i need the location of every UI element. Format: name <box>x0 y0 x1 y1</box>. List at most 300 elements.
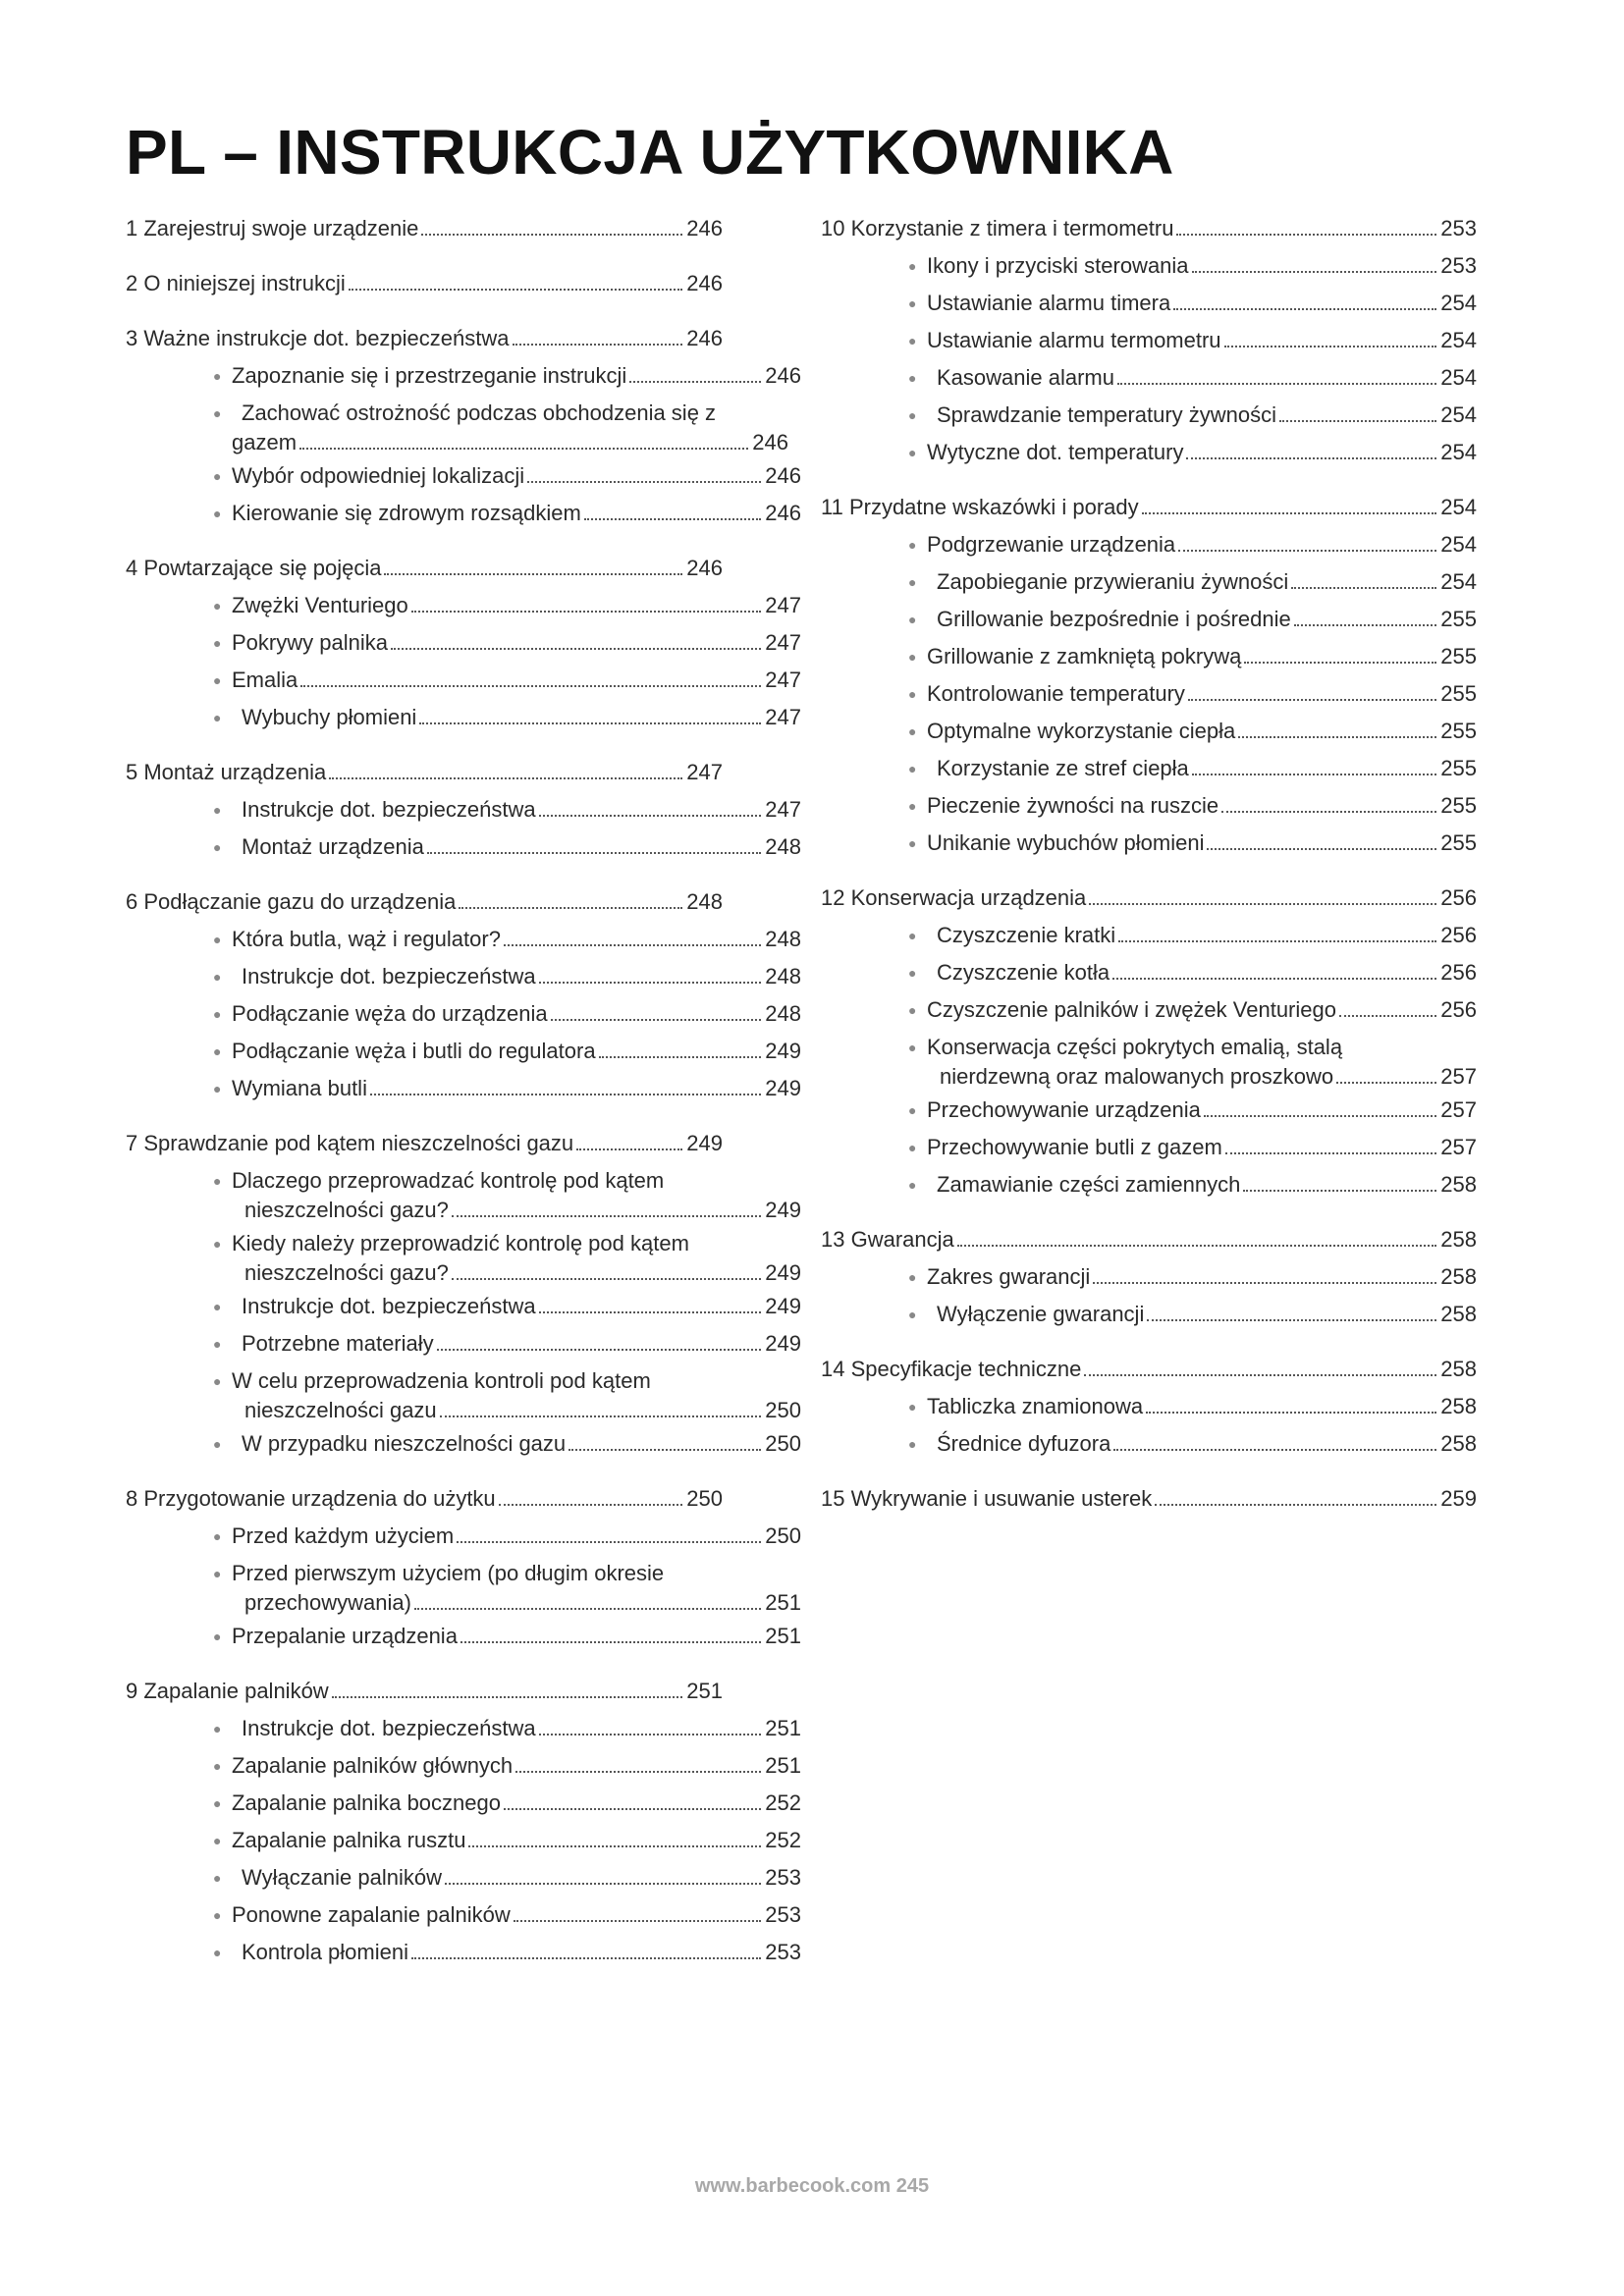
toc-section-entry[interactable] <box>126 1125 723 1162</box>
toc-subitem-entry <box>927 434 1477 471</box>
toc-subitem-title-cont: nieszczelności gazu <box>244 1398 437 1422</box>
dot-leader <box>1155 1503 1436 1506</box>
toc-subitem[interactable] <box>126 587 801 624</box>
toc-page-number: 254 <box>1440 440 1477 464</box>
dot-leader <box>1176 233 1436 236</box>
toc-subitem-entry <box>232 428 788 457</box>
dot-leader <box>1336 1081 1436 1084</box>
toc-subitem[interactable] <box>126 1325 801 1362</box>
toc-subitem-list <box>821 917 1479 1203</box>
toc-page-number: 254 <box>1440 495 1477 519</box>
toc-subitem[interactable] <box>821 563 1479 601</box>
toc-subitem-title-cont: nieszczelności gazu? <box>244 1260 449 1285</box>
toc-section-title: 3 Ważne instrukcje dot. bezpieczeństwa <box>126 326 510 350</box>
toc-section-entry[interactable] <box>126 1480 723 1518</box>
toc-page-number: 251 <box>765 1716 801 1740</box>
dot-leader <box>513 343 683 346</box>
toc-page-number: 254 <box>1440 365 1477 390</box>
bullet-icon: ● <box>908 1040 917 1055</box>
toc-subitem-entry <box>232 662 801 699</box>
toc-section-entry[interactable] <box>126 320 723 357</box>
toc-subitem-title: Czyszczenie kratki <box>937 923 1116 947</box>
toc-subitem[interactable] <box>126 1162 801 1225</box>
dot-leader <box>539 814 762 817</box>
dot-leader <box>1118 939 1436 942</box>
toc-subitem-title: Która butla, wąż i regulator? <box>232 927 501 951</box>
toc-subitem[interactable] <box>821 397 1479 434</box>
toc-subitem-title: Potrzebne materiały <box>242 1331 434 1356</box>
toc-subitem-entry <box>927 713 1477 750</box>
toc-section-entry[interactable] <box>126 1673 723 1710</box>
dot-leader <box>332 1695 683 1698</box>
toc-page-number: 249 <box>765 1198 801 1222</box>
bullet-icon: ● <box>213 1721 222 1736</box>
toc-subitem-entry <box>927 825 1477 862</box>
bullet-icon: ● <box>908 612 917 627</box>
toc-page-number: 248 <box>765 964 801 988</box>
bullet-icon: ● <box>213 405 222 421</box>
toc-section-entry[interactable] <box>821 1351 1477 1388</box>
toc-subitem-title: Kierowanie się zdrowym rozsądkiem <box>232 501 581 525</box>
toc-page-number: 254 <box>1440 569 1477 594</box>
toc-page-number: 252 <box>765 1828 801 1852</box>
dot-leader <box>437 1348 762 1351</box>
toc-section-entry[interactable] <box>126 754 723 791</box>
toc-section <box>126 883 801 1107</box>
page-footer: www.barbecook.com 245 <box>694 2175 930 2197</box>
bullet-icon: ● <box>213 1336 222 1352</box>
toc-section-entry[interactable] <box>821 880 1477 917</box>
toc-subitem-title: Podłączanie węża do urządzenia <box>232 1001 548 1026</box>
toc-subitem-entry <box>232 1896 801 1934</box>
toc-subitem[interactable] <box>126 1618 801 1655</box>
bullet-icon: ● <box>908 1307 917 1322</box>
toc-subitem[interactable] <box>126 1859 801 1896</box>
toc-subitem-entry <box>927 1062 1477 1092</box>
toc-subitem-entry <box>927 247 1477 285</box>
dot-leader <box>1188 698 1436 701</box>
dot-leader <box>1244 661 1436 664</box>
toc-subitem-title: Konserwacja części pokrytych emalią, stalą <box>927 1035 1343 1059</box>
toc-subitem-title: Przepalanie urządzenia <box>232 1624 458 1648</box>
toc-section <box>821 1221 1479 1333</box>
toc-subitem[interactable] <box>126 1747 801 1785</box>
toc-subitem[interactable] <box>126 958 801 995</box>
toc-subitem-title: Dlaczego przeprowadzać kontrolę pod kątem <box>232 1168 665 1193</box>
toc-page-number: 258 <box>1440 1302 1477 1326</box>
dot-leader <box>329 776 682 779</box>
dot-leader <box>568 1448 761 1451</box>
toc-subitem[interactable] <box>821 638 1479 675</box>
dot-leader <box>1186 456 1436 459</box>
toc-page-number: 258 <box>1440 1172 1477 1197</box>
toc-subitem-entry <box>232 1425 801 1463</box>
dot-leader <box>1339 1014 1436 1017</box>
toc-subitem[interactable] <box>126 699 801 736</box>
toc-subitem[interactable] <box>821 1425 1479 1463</box>
toc-subitem[interactable] <box>126 1785 801 1822</box>
toc-section <box>126 210 793 247</box>
toc-page-number: 253 <box>1440 216 1477 240</box>
toc-section-entry[interactable] <box>126 210 723 247</box>
toc-subitem-title: Ustawianie alarmu timera <box>927 291 1171 315</box>
dot-leader <box>445 1882 761 1885</box>
toc-subitem-title: Optymalne wykorzystanie ciepła <box>927 719 1236 743</box>
toc-subitem[interactable] <box>821 526 1479 563</box>
toc-subitem-list <box>821 526 1479 862</box>
toc-subitem-list <box>821 247 1479 471</box>
toc-subitem[interactable] <box>126 457 801 495</box>
toc-page-number: 258 <box>1440 1394 1477 1418</box>
toc-subitem-entry <box>232 699 801 736</box>
toc-page-number: 249 <box>765 1039 801 1063</box>
toc-subitem-title: Korzystanie ze stref ciepła <box>937 756 1189 780</box>
toc-subitem-entry <box>927 601 1477 638</box>
toc-subitem[interactable] <box>821 991 1479 1029</box>
dot-leader <box>1142 511 1437 514</box>
toc-subitem[interactable] <box>126 1033 801 1070</box>
toc-subitem[interactable] <box>126 1822 801 1859</box>
toc-page-number: 251 <box>765 1624 801 1648</box>
toc-subitem[interactable] <box>821 1258 1479 1296</box>
dot-leader <box>599 1055 762 1058</box>
toc-subitem[interactable] <box>126 1710 801 1747</box>
bullet-icon: ● <box>213 1945 222 1960</box>
bullet-icon: ● <box>908 1269 917 1285</box>
bullet-icon: ● <box>213 368 222 384</box>
toc-subitem[interactable] <box>126 1425 801 1463</box>
bullet-icon: ● <box>213 1758 222 1774</box>
toc-subitem-entry <box>232 495 801 532</box>
toc-page-number: 258 <box>1440 1357 1477 1381</box>
toc-subitem-entry <box>232 1258 801 1288</box>
bullet-icon: ● <box>213 1373 222 1389</box>
toc-page-number: 249 <box>765 1260 801 1285</box>
toc-subitem-title: Ustawianie alarmu termometru <box>927 328 1221 352</box>
toc-page-number: 251 <box>686 1679 723 1703</box>
toc-page-number: 248 <box>765 927 801 951</box>
bullet-icon: ● <box>213 1081 222 1096</box>
toc-subitem-entry <box>232 921 801 958</box>
toc-subitem-entry <box>232 1822 801 1859</box>
toc-page-number: 250 <box>765 1398 801 1422</box>
toc-subitem-list <box>126 921 801 1107</box>
toc-subitem-list <box>126 791 801 866</box>
toc-page-number: 257 <box>1440 1064 1477 1089</box>
toc-subitem-entry <box>927 675 1477 713</box>
toc-page-number: 253 <box>765 1865 801 1890</box>
dot-leader <box>1113 1448 1436 1451</box>
toc-page-number: 255 <box>1440 719 1477 743</box>
dot-leader <box>419 721 761 724</box>
toc-subitem-list <box>821 1388 1479 1463</box>
toc-page-number: 258 <box>1440 1227 1477 1252</box>
toc-subitem-entry <box>927 1129 1477 1166</box>
toc-subitem-list <box>126 1518 801 1655</box>
toc-page-number: 257 <box>1440 1135 1477 1159</box>
toc-subitem-entry <box>232 1934 801 1971</box>
toc-subitem-entry <box>927 322 1477 359</box>
toc-subitem-entry <box>232 1518 801 1555</box>
dot-leader <box>457 1540 761 1543</box>
dot-leader <box>1224 345 1437 347</box>
dot-leader <box>515 1770 761 1773</box>
toc-subitem[interactable] <box>126 1518 801 1555</box>
toc-subitem-title: Grillowanie z zamkniętą pokrywą <box>927 644 1242 668</box>
toc-section-title: 9 Zapalanie palników <box>126 1679 329 1703</box>
toc-subitem-entry <box>232 624 801 662</box>
bullet-icon: ● <box>908 928 917 943</box>
bullet-icon: ● <box>213 1907 222 1923</box>
toc-subitem-entry <box>232 1070 801 1107</box>
toc-subitem-title: Zapalanie palnika bocznego <box>232 1790 501 1815</box>
dot-leader <box>629 380 761 383</box>
dot-leader <box>421 233 682 236</box>
bullet-icon: ● <box>908 649 917 665</box>
toc-subitem-entry <box>232 791 801 828</box>
toc-subitem-title: Wybuchy płomieni <box>242 705 417 729</box>
bullet-icon: ● <box>908 686 917 702</box>
bullet-icon: ● <box>213 1629 222 1644</box>
toc-page-number: 254 <box>1440 291 1477 315</box>
bullet-icon: ● <box>213 802 222 818</box>
bullet-icon: ● <box>908 258 917 274</box>
toc-section-title: 13 Gwarancja <box>821 1227 954 1252</box>
bullet-icon: ● <box>908 1140 917 1155</box>
bullet-icon: ● <box>908 965 917 981</box>
toc-subitem-title: Wyłączanie palników <box>242 1865 443 1890</box>
bullet-icon: ● <box>213 598 222 614</box>
toc-subitem-title: Kiedy należy przeprowadzić kontrolę pod kątem <box>232 1231 689 1255</box>
toc-subitem[interactable] <box>821 1296 1479 1333</box>
toc-subitem-entry <box>232 457 801 495</box>
bullet-icon: ● <box>213 672 222 688</box>
dot-leader <box>411 610 762 613</box>
dot-leader <box>1089 902 1436 905</box>
toc-page-number: 254 <box>1440 402 1477 427</box>
dot-leader <box>1192 773 1437 775</box>
dot-leader <box>1117 382 1436 385</box>
toc-page-number: 258 <box>1440 1264 1477 1289</box>
dot-leader <box>504 943 761 946</box>
toc-page-number: 256 <box>1440 885 1477 910</box>
toc-subitem-title: Zachować ostrożność podczas obchodzenia się z <box>242 400 717 425</box>
toc-subitem-entry <box>927 991 1477 1029</box>
toc-page-number: 246 <box>752 430 788 454</box>
dot-leader <box>551 1018 762 1021</box>
toc-page-number: 249 <box>765 1294 801 1318</box>
toc-section-title: 2 O niniejszej instrukcji <box>126 271 346 295</box>
dot-leader <box>1225 1151 1436 1154</box>
toc-subitem-title: Emalia <box>232 667 298 692</box>
toc-section-entry[interactable] <box>126 550 723 587</box>
toc-subitem-entry <box>232 1396 801 1425</box>
bullet-icon: ● <box>213 468 222 484</box>
dot-leader <box>384 572 682 575</box>
toc-subitem-title: Zapalanie palników głównych <box>232 1753 514 1778</box>
toc-subitem[interactable] <box>821 601 1479 638</box>
toc-subitem-title: Zapalanie palnika rusztu <box>232 1828 466 1852</box>
toc-subitem[interactable] <box>821 1388 1479 1425</box>
toc-subitem-title: Przechowywanie urządzenia <box>927 1097 1201 1122</box>
dot-leader <box>1192 270 1437 273</box>
toc-subitem-entry <box>232 357 801 395</box>
toc-subitem-entry <box>927 1388 1477 1425</box>
toc-page-number: 259 <box>1440 1486 1477 1511</box>
bullet-icon: ● <box>213 1436 222 1452</box>
bullet-icon: ● <box>908 295 917 311</box>
toc-subitem[interactable] <box>821 1166 1479 1203</box>
toc-subitem[interactable] <box>821 1092 1479 1129</box>
toc-subitem-entry <box>927 397 1477 434</box>
toc-subitem[interactable] <box>126 1288 801 1325</box>
toc-page-number: 256 <box>1440 960 1477 985</box>
bullet-icon: ● <box>908 1399 917 1415</box>
toc-page-number: 255 <box>1440 644 1477 668</box>
toc-subitem-title: Unikanie wybuchów płomieni <box>927 830 1205 855</box>
toc-subitem[interactable] <box>126 495 801 532</box>
toc-subitem[interactable] <box>821 917 1479 954</box>
bullet-icon: ● <box>908 537 917 553</box>
toc-page-number: 251 <box>765 1590 801 1615</box>
toc-subitem-title: Podgrzewanie urządzenia <box>927 532 1176 557</box>
toc-section-entry[interactable] <box>821 1221 1477 1258</box>
toc-subitem-entry <box>927 787 1477 825</box>
toc-page-number: 247 <box>765 593 801 617</box>
toc-subitem-title: Podłączanie węża i butli do regulatora <box>232 1039 596 1063</box>
dot-leader <box>1291 586 1436 589</box>
toc-subitem[interactable] <box>821 750 1479 787</box>
toc-subitem[interactable] <box>126 1934 801 1971</box>
toc-section-entry[interactable] <box>821 1480 1477 1518</box>
toc-section-title: 12 Konserwacja urządzenia <box>821 885 1087 910</box>
bullet-icon: ● <box>213 1833 222 1848</box>
dot-leader <box>514 1919 762 1922</box>
toc-page-number: 250 <box>686 1486 723 1511</box>
toc-subitem[interactable] <box>821 1129 1479 1166</box>
toc-subitem-entry <box>927 526 1477 563</box>
toc-page-number: 249 <box>765 1076 801 1100</box>
toc-subitem[interactable] <box>821 359 1479 397</box>
toc-page-number: 255 <box>1440 756 1477 780</box>
toc-page-number: 249 <box>686 1131 723 1155</box>
bullet-icon: ● <box>908 723 917 739</box>
dot-leader <box>1173 307 1436 310</box>
toc-subitem-title: Kasowanie alarmu <box>937 365 1114 390</box>
dot-leader <box>1207 847 1436 850</box>
toc-section-title: 1 Zarejestruj swoje urządzenie <box>126 216 419 240</box>
toc-section-entry[interactable] <box>126 883 723 921</box>
toc-subitem-title: Przed pierwszym użyciem (po długim okresie <box>232 1561 665 1585</box>
toc-subitem[interactable] <box>821 247 1479 285</box>
toc-page-number: 255 <box>1440 793 1477 818</box>
toc-subitem[interactable] <box>821 825 1479 862</box>
toc-subitem[interactable] <box>126 791 801 828</box>
toc-subitem[interactable] <box>126 1362 801 1425</box>
toc-subitem-title: Zapoznanie się i przestrzeganie instrukcji <box>232 363 627 388</box>
toc-subitem-title: Sprawdzanie temperatury żywności <box>937 402 1277 427</box>
toc-subitem-entry <box>927 359 1477 397</box>
toc-section <box>821 1480 1479 1518</box>
toc-subitem-list <box>126 587 801 736</box>
toc-subitem[interactable] <box>821 787 1479 825</box>
toc-subitem[interactable] <box>126 395 793 457</box>
toc-subitem[interactable] <box>126 1555 801 1618</box>
dot-leader <box>460 1640 761 1643</box>
toc-page-number: 249 <box>765 1331 801 1356</box>
toc-subitem[interactable] <box>821 434 1479 471</box>
toc-page-number: 247 <box>765 705 801 729</box>
toc-section-title: 5 Montaż urządzenia <box>126 760 327 784</box>
toc-subitem-title: Wytyczne dot. temperatury <box>927 440 1184 464</box>
toc-subitem[interactable] <box>126 995 801 1033</box>
toc-subitem[interactable] <box>821 285 1479 322</box>
bullet-icon: ● <box>908 798 917 814</box>
dot-leader <box>427 851 761 854</box>
toc-page-number: 247 <box>765 630 801 655</box>
dot-leader <box>452 1277 761 1280</box>
toc-subitem[interactable] <box>126 1225 801 1288</box>
toc-subitem-title: Czyszczenie kotła <box>937 960 1110 985</box>
dot-leader <box>411 1956 761 1959</box>
dot-leader <box>452 1214 761 1217</box>
dot-leader <box>1279 419 1436 422</box>
toc-subitem[interactable] <box>821 675 1479 713</box>
bullet-icon: ● <box>908 574 917 590</box>
toc-subitem[interactable] <box>126 921 801 958</box>
toc-section-title: 11 Przydatne wskazówki i porady <box>821 495 1139 519</box>
toc-page-number: 246 <box>765 463 801 488</box>
toc-page-number: 248 <box>686 889 723 914</box>
toc-section <box>821 210 1479 471</box>
toc-subitem[interactable] <box>126 662 801 699</box>
toc-subitem-entry <box>232 1033 801 1070</box>
dot-leader <box>459 906 682 909</box>
toc-subitem-title: Przechowywanie butli z gazem <box>927 1135 1222 1159</box>
toc-page-number: 257 <box>1440 1097 1477 1122</box>
toc-subitem-entry <box>927 917 1477 954</box>
dot-leader <box>1243 1189 1436 1192</box>
toc-subitem[interactable] <box>126 624 801 662</box>
toc-subitem[interactable] <box>126 357 801 395</box>
dot-leader <box>504 1807 761 1810</box>
toc-subitem[interactable] <box>821 954 1479 991</box>
toc-subitem[interactable] <box>821 322 1479 359</box>
toc-subitem[interactable] <box>821 713 1479 750</box>
bullet-icon: ● <box>908 835 917 851</box>
bullet-icon: ● <box>213 1795 222 1811</box>
toc-subitem-title: Wybór odpowiedniej lokalizacji <box>232 463 525 488</box>
toc-section <box>126 320 801 532</box>
toc-subitem[interactable] <box>126 1070 801 1107</box>
toc-subitem-title: Instrukcje dot. bezpieczeństwa <box>242 1294 536 1318</box>
toc-subitem[interactable] <box>126 828 801 866</box>
toc-subitem-title: Pokrywy palnika <box>232 630 388 655</box>
toc-subitem[interactable] <box>126 1896 801 1934</box>
toc-subitem-list <box>126 357 801 532</box>
toc-section-entry[interactable] <box>821 489 1477 526</box>
dot-leader <box>349 288 683 291</box>
bullet-icon: ● <box>213 1566 222 1581</box>
toc-page-number: 258 <box>1440 1431 1477 1456</box>
toc-section-entry[interactable] <box>821 210 1477 247</box>
dot-leader <box>414 1607 761 1610</box>
toc-subitem-entry <box>927 1258 1477 1296</box>
dot-leader <box>539 1310 762 1313</box>
toc-section-entry[interactable] <box>126 265 723 302</box>
toc-subitem-entry <box>232 958 801 995</box>
toc-subitem[interactable] <box>821 1029 1479 1092</box>
